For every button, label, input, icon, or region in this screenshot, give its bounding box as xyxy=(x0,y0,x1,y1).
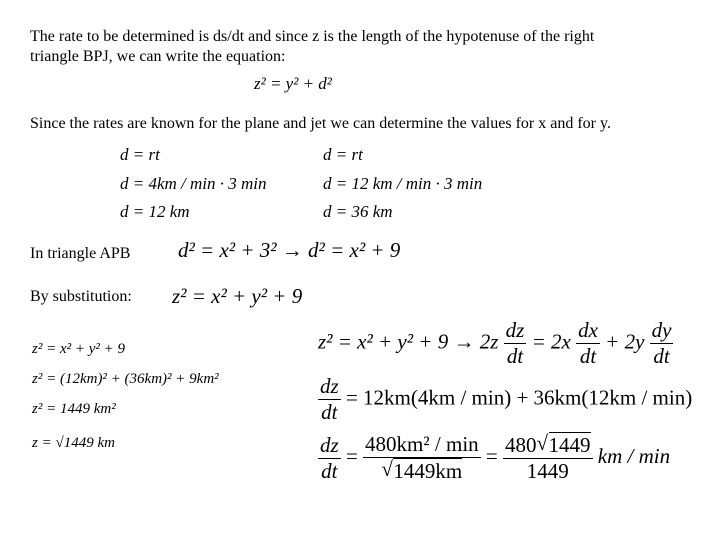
rate-equation-rhs: = 12km(4km / min) + 36km(12km / min) xyxy=(345,385,693,410)
result-dz-dt-fraction xyxy=(318,433,341,484)
dz-numerator: dz xyxy=(505,318,525,342)
result-equals-1: = xyxy=(345,443,358,468)
derivative-plus: + 2y xyxy=(605,329,645,354)
rates-text: Since the rates are known for the plane and jet we can determine the values for x and for y. xyxy=(30,115,611,132)
result-fraction-2-coefficient: 480 xyxy=(505,433,537,457)
apb-label: In triangle APB xyxy=(30,245,131,262)
result-unit: km / min xyxy=(597,443,671,468)
dy-numerator: dy xyxy=(651,318,672,342)
result-fraction-2 xyxy=(503,432,593,484)
dz-dt-fraction xyxy=(504,318,527,369)
right-calc-line-1: d = rt xyxy=(323,145,363,164)
result-fraction-1 xyxy=(363,432,481,484)
left-calc-line-2: d = 4km / min · 3 min xyxy=(120,174,267,193)
substitution-equation: z² = x² + y² + 9 xyxy=(172,284,303,308)
result-fraction-1-numerator: 480km² / min xyxy=(365,432,479,456)
result-equals-2: = xyxy=(485,443,498,468)
right-calc-line-3: d = 36 km xyxy=(323,202,393,221)
intro-line-2: triangle BPJ, we can write the equation: xyxy=(30,48,286,65)
result-fraction-2-radicand: 1449 xyxy=(548,433,591,457)
apb-equation: d² = x² + 3² → d² = x² + 9 xyxy=(178,238,401,262)
result-fraction-1-denominator xyxy=(363,458,481,484)
sqrt-icon xyxy=(537,432,591,458)
left-calc-line-3: d = 12 km xyxy=(120,202,190,221)
result-dz-numerator: dz xyxy=(320,432,339,457)
dx-denominator: dt xyxy=(579,344,597,368)
derivative-lhs: z² = x² + y² + 9 → 2z xyxy=(318,329,499,354)
intro-line-1: The rate to be determined is ds/dt and since z is the length of the hypotenuse of the right xyxy=(30,28,595,45)
dy-dt-fraction xyxy=(650,318,674,369)
substitution-label: By substitution: xyxy=(30,288,132,305)
sqrt-icon xyxy=(381,458,462,484)
dy-denominator: dt xyxy=(653,344,670,368)
rate-dz-dt-fraction xyxy=(318,374,341,425)
rate-dz-numerator: dz xyxy=(320,374,339,398)
derivative-equation xyxy=(318,318,673,369)
rate-dz-denominator: dt xyxy=(321,400,338,424)
result-equation xyxy=(318,432,670,484)
lower-left-line-1: z² = x² + y² + 9 xyxy=(32,341,126,357)
result-fraction-2-numerator xyxy=(503,432,593,459)
derivative-mid: = 2x xyxy=(531,329,571,354)
left-calc-line-1: d = rt xyxy=(120,145,160,164)
right-calc-line-2: d = 12 km / min · 3 min xyxy=(323,174,483,193)
lower-left-line-4: z = √1449 km xyxy=(32,435,115,451)
rate-equation xyxy=(318,374,692,425)
result-fraction-2-denominator: 1449 xyxy=(526,459,569,483)
dz-denominator: dt xyxy=(506,344,524,368)
dx-dt-fraction xyxy=(576,318,600,369)
dx-numerator: dx xyxy=(578,318,598,342)
lower-left-line-2: z² = (12km)² + (36km)² + 9km² xyxy=(32,371,219,387)
result-dz-denominator: dt xyxy=(321,458,338,483)
lower-left-line-3: z² = 1449 km² xyxy=(32,401,116,417)
main-equation: z² = y² + d² xyxy=(254,74,332,93)
result-fraction-1-radicand: 1449km xyxy=(393,459,463,483)
